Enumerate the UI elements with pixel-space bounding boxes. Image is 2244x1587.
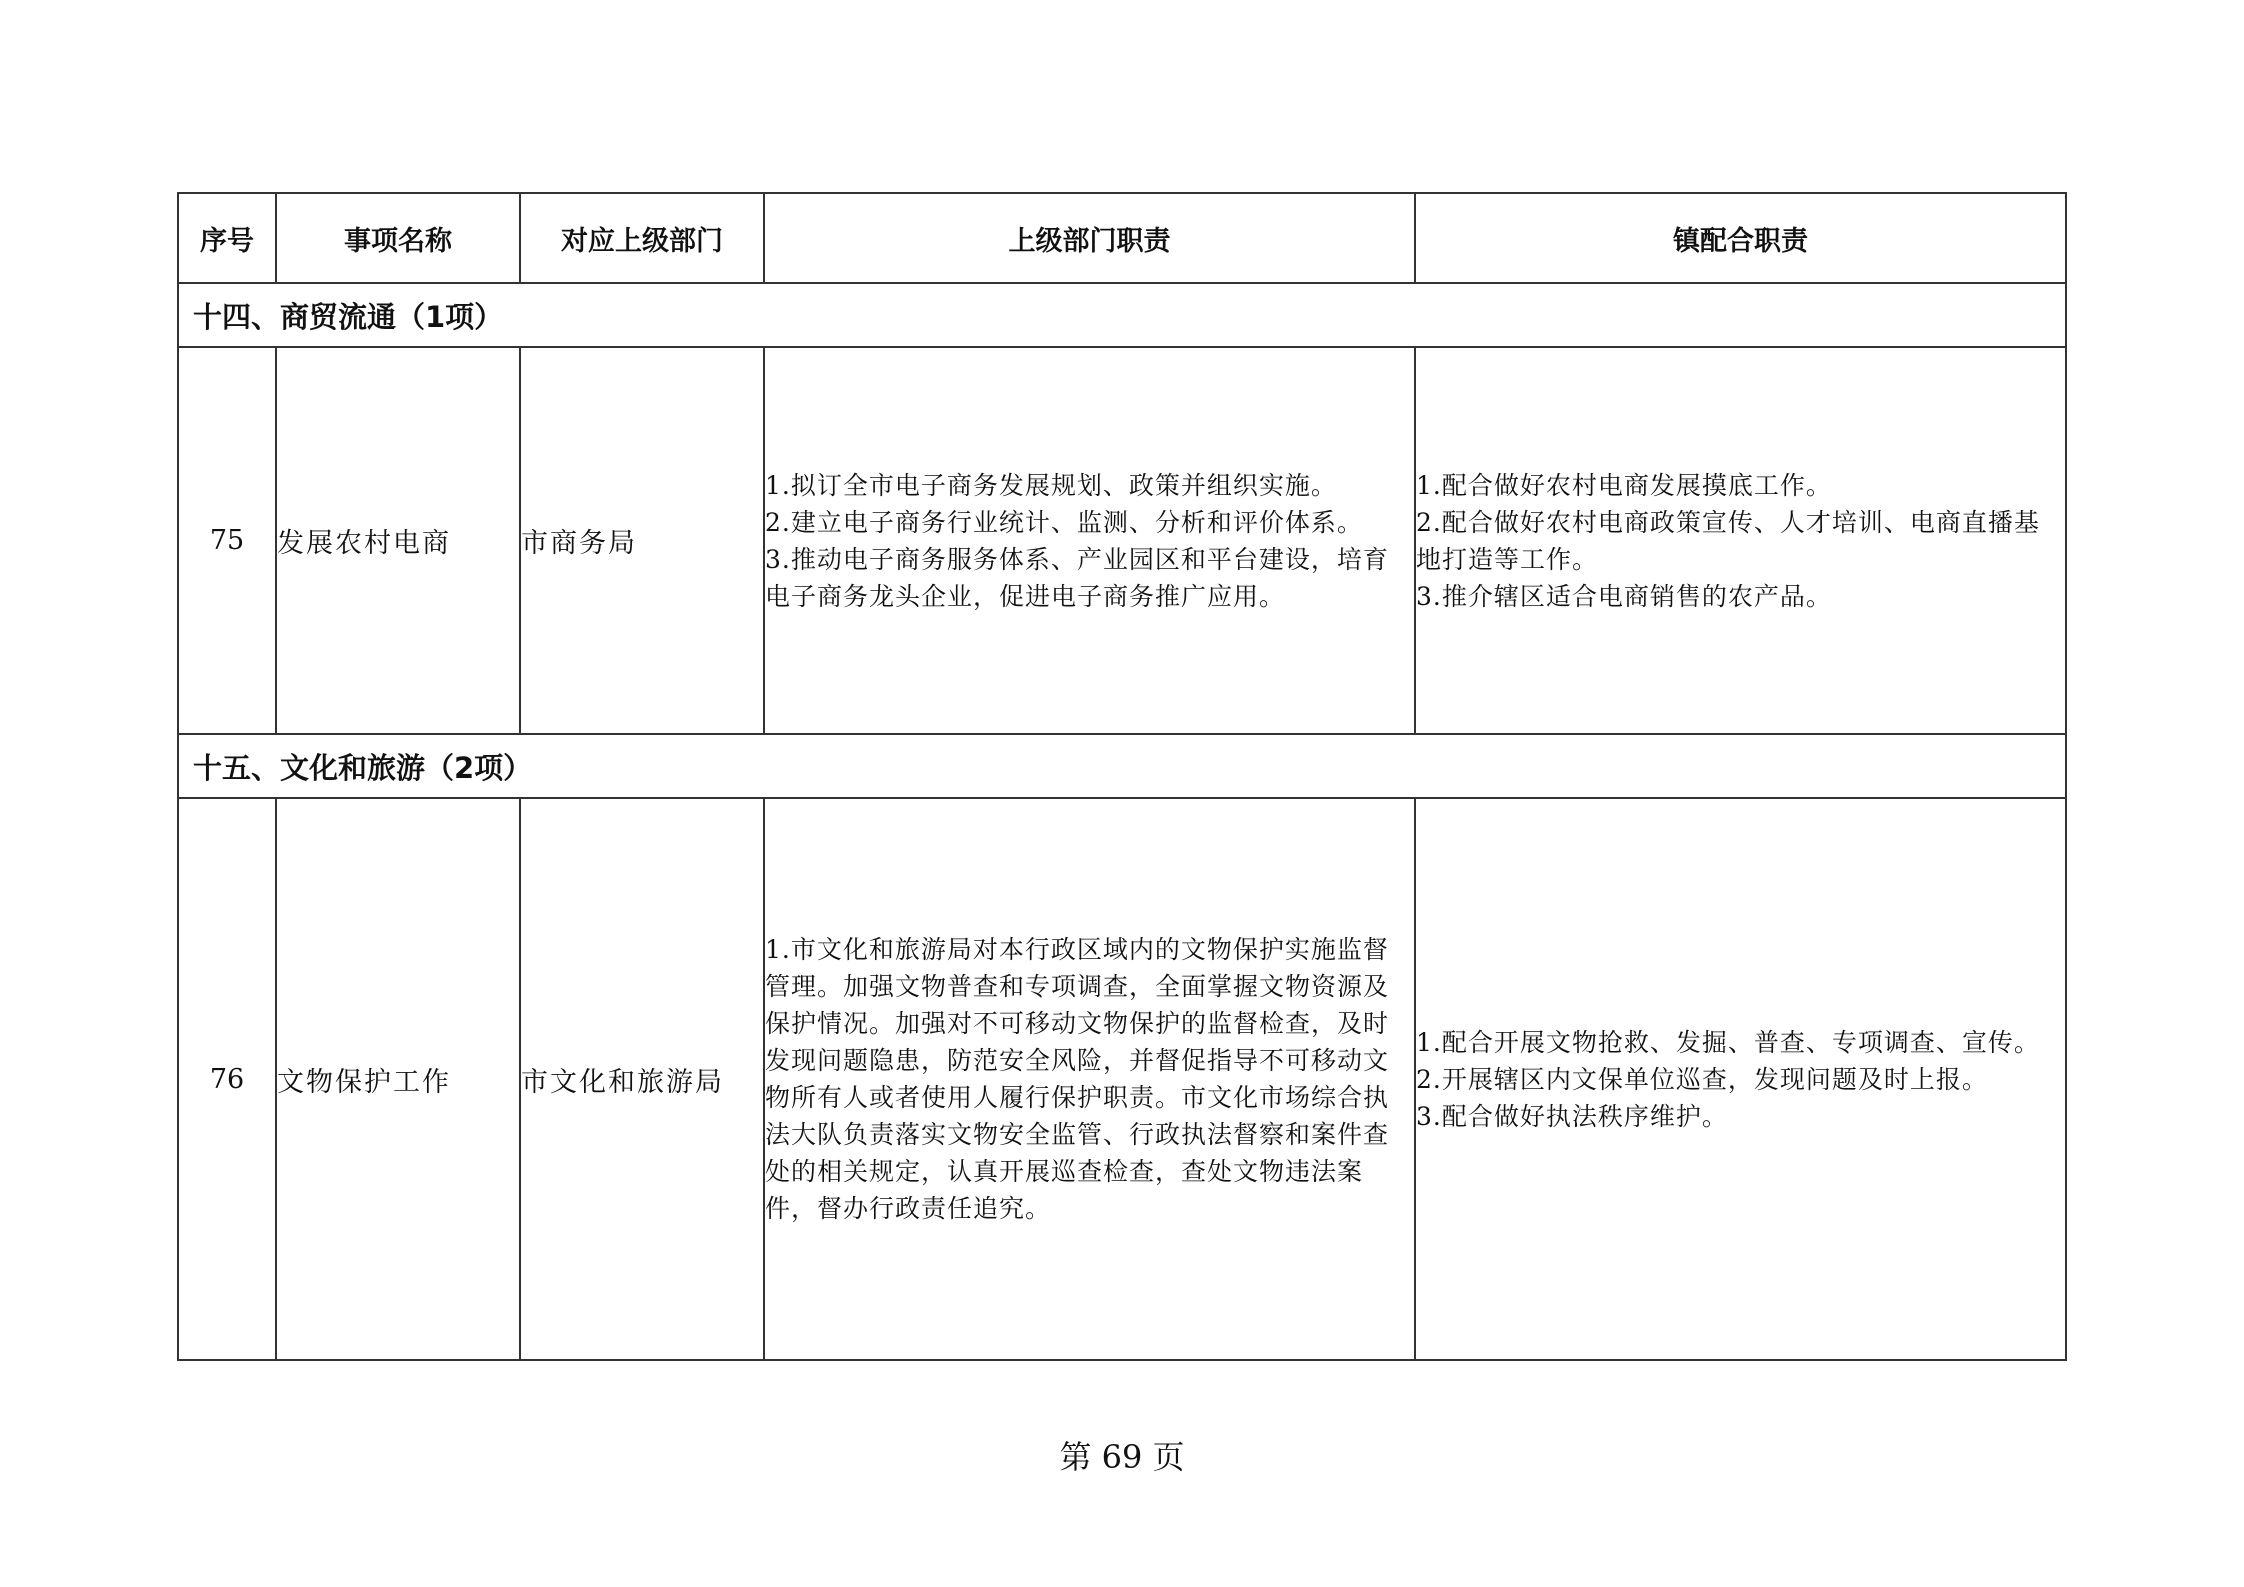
duty-line: 2.开展辖区内文保单位巡查，发现问题及时上报。 xyxy=(1416,1064,1988,1094)
row-item-name: 文物保护工作 xyxy=(276,798,520,1360)
row-upper-duties xyxy=(764,347,1415,734)
header-town-duties: 镇配合职责 xyxy=(1415,193,2066,283)
header-upper-duties: 上级部门职责 xyxy=(764,193,1415,283)
section-row xyxy=(178,283,2066,347)
duties-table xyxy=(177,192,2067,1361)
row-upper-duties xyxy=(764,798,1415,1360)
duty-line: 1.拟订全市电子商务发展规划、政策并组织实施。 xyxy=(765,470,1337,500)
row-town-duties xyxy=(1415,347,2066,734)
row-seq: 76 xyxy=(178,798,276,1360)
duty-line: 3.推动电子商务服务体系、产业园区和平台建设，培育电子商务龙头企业，促进电子商务推广应用。 xyxy=(765,544,1389,611)
header-item-name: 事项名称 xyxy=(276,193,520,283)
header-row xyxy=(178,193,2066,283)
row-upper-dept: 市商务局 xyxy=(520,347,764,734)
section-row xyxy=(178,734,2066,798)
page-number: 第 69 页 xyxy=(1059,1438,1185,1476)
section-title: 十四、商贸流通（1项） xyxy=(178,283,2066,347)
row-upper-dept: 市文化和旅游局 xyxy=(520,798,764,1360)
duty-line: 3.推介辖区适合电商销售的农产品。 xyxy=(1416,581,1832,611)
row-item-name: 发展农村电商 xyxy=(276,347,520,734)
duty-line: 1.配合做好农村电商发展摸底工作。 xyxy=(1416,470,1832,500)
duty-line: 2.建立电子商务行业统计、监测、分析和评价体系。 xyxy=(765,507,1363,537)
section-title: 十五、文化和旅游（2项） xyxy=(178,734,2066,798)
duty-line: 3.配合做好执法秩序维护。 xyxy=(1416,1101,1728,1131)
row-seq: 75 xyxy=(178,347,276,734)
duty-line: 2.配合做好农村电商政策宣传、人才培训、电商直播基地打造等工作。 xyxy=(1416,507,2040,574)
header-upper-dept: 对应上级部门 xyxy=(520,193,764,283)
duty-line: 1.市文化和旅游局对本行政区域内的文物保护实施监督管理。加强文物普查和专项调查，全面掌握文物资源及保护情况。加强对不可移动文物保护的监督检查，及时发现问题隐患，防范安全风险，并督促指导不可移动文物所有人或者使用人履行保护职责。市文化市场综合执法大队负责落实文物安全监管、行政执法督察和案件查处的相关规定，认真开展巡查检查，查处文物违法案件，督办行政责任追究。 xyxy=(765,935,1390,1223)
header-seq: 序号 xyxy=(178,193,276,283)
table-row xyxy=(178,798,2066,1360)
table-row xyxy=(178,347,2066,734)
duty-line: 1.配合开展文物抢救、发掘、普查、专项调查、宣传。 xyxy=(1416,1027,2040,1057)
row-town-duties xyxy=(1415,798,2066,1360)
